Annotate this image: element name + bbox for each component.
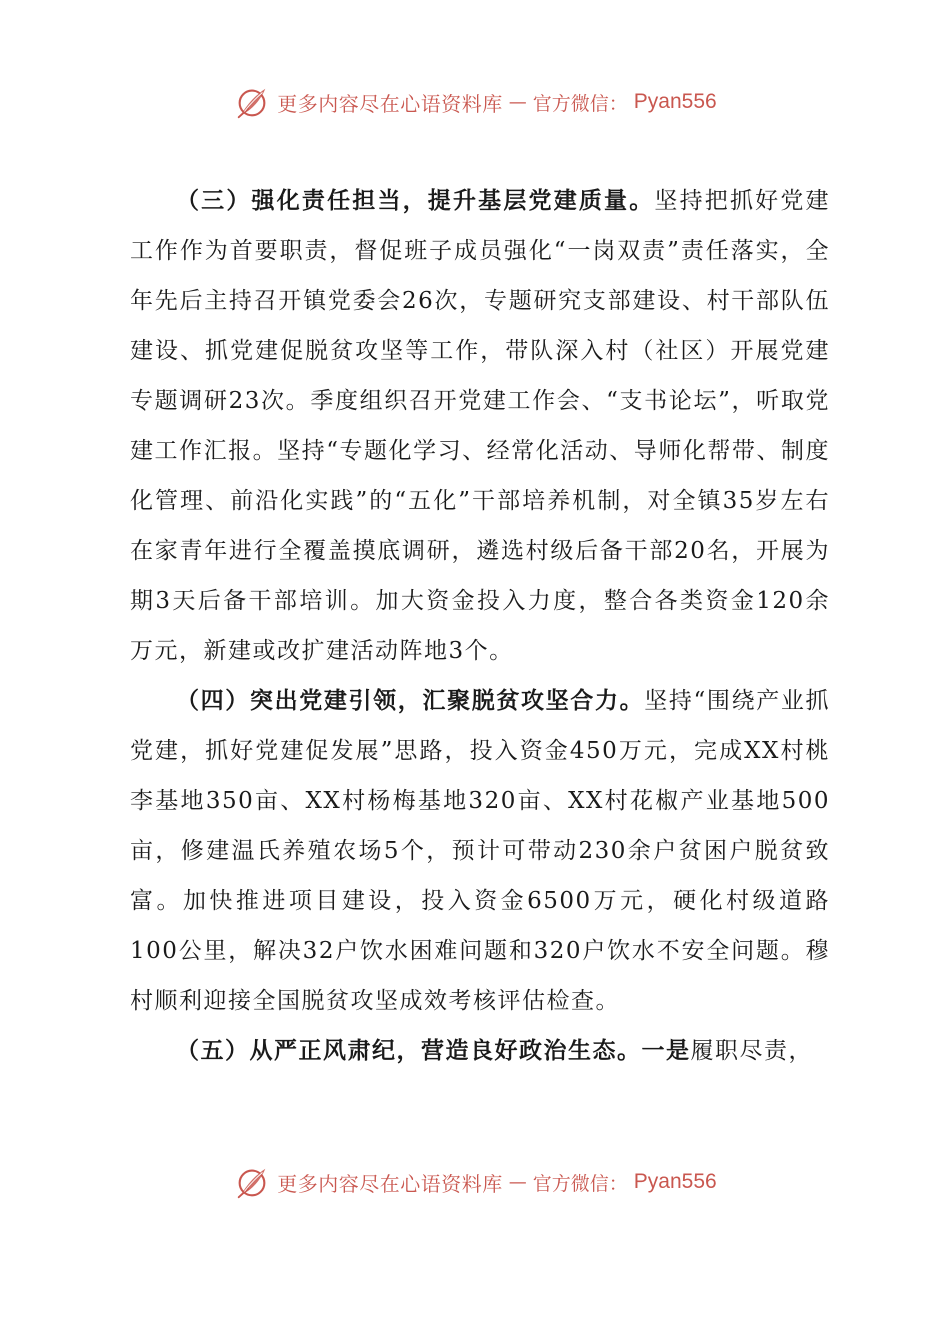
paragraph-5 bbox=[130, 1026, 830, 1076]
quill-pen-logo-icon bbox=[233, 1163, 271, 1201]
watermark-dash: — bbox=[508, 91, 527, 113]
paragraph-heading: （四）突出党建引领，汇聚脱贫攻坚合力。 bbox=[176, 688, 645, 714]
paragraph-text: 坚持把抓好党建工作作为首要职责，督促班子成员强化“一岗双责”责任落实，全年先后主持召开镇党委会26次，专题研究支部建设、村干部队伍建设、抓党建促脱贫攻坚等工作，带队深入村（社区）开展党建专题调研23次。季度组织召开党建工作会、“支书论坛”，听取党建工作汇报。坚持“专题化学习、经常化活动、导师化帮带、制度化管理、前沿化实践”的“五化”干部培养机制，对全镇35岁左右在家青年进行全覆盖摸底调研，遴选村级后备干部20名，开展为期3天后备干部培训。加大资金投入力度，整合各类资金120余万元，新建或改扩建活动阵地3个。 bbox=[130, 188, 831, 664]
paragraph-text: 履职尽责， bbox=[690, 1038, 813, 1064]
paragraph-heading: （五）从严正风肃纪，营造良好政治生态。一是 bbox=[176, 1038, 691, 1064]
quill-pen-logo-icon bbox=[233, 83, 271, 121]
watermark-wechat-id: Pyan556 bbox=[633, 1170, 717, 1193]
paragraph-text: 坚持“围绕产业抓党建，抓好党建促发展”思路，投入资金450万元，完成XX村桃李基地350亩、XX村杨梅基地320亩、XX村花椒产业基地500亩，修建温氏养殖农场5个，预计可带动230余户贫困户脱贫致富。加快推进项目建设，投入资金6500万元，硬化村级道路100公里，解决32户饮水困难问题和320户饮水不安全问题。穆村顺利迎接全国脱贫攻坚成效考核评估检查。 bbox=[130, 688, 830, 1014]
watermark-wechat-id: Pyan556 bbox=[633, 90, 717, 113]
watermark-wechat-label: 官方微信： bbox=[532, 1172, 628, 1195]
paragraph-heading: （三）强化责任担当，提升基层党建质量。 bbox=[176, 188, 655, 214]
watermark-site-text: 更多内容尽在心语资料库 bbox=[277, 1171, 503, 1196]
paragraph-4 bbox=[130, 676, 830, 1026]
watermark-site-text: 更多内容尽在心语资料库 bbox=[277, 91, 503, 116]
footer-watermark bbox=[0, 1162, 950, 1202]
watermark-wechat-label: 官方微信： bbox=[532, 92, 628, 115]
header-watermark bbox=[0, 82, 950, 122]
watermark-dash: — bbox=[508, 1171, 527, 1193]
document-body bbox=[130, 176, 830, 1076]
paragraph-3 bbox=[130, 176, 830, 676]
